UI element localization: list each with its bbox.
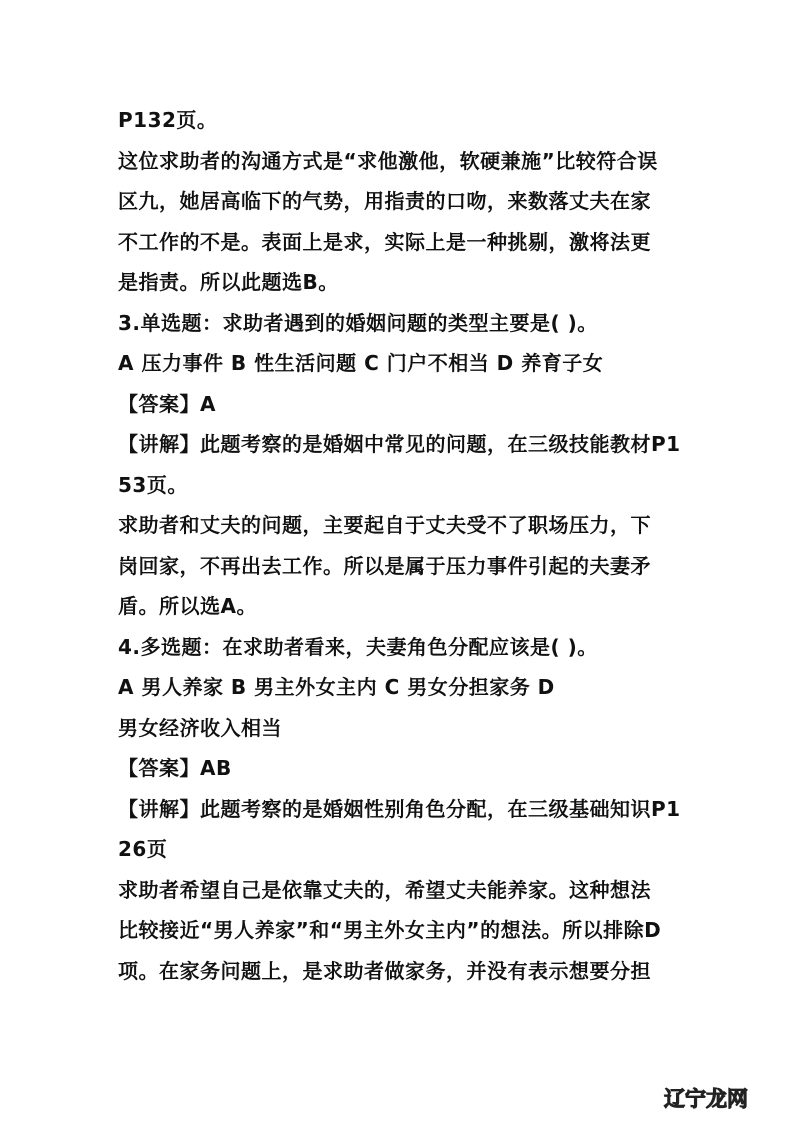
question-3-explanation: 【讲解】此题考察的是婚姻中常见的问题，在三级技能教材P1	[118, 432, 681, 456]
text-line: 比较接近“男人养家”和“男主外女主内”的想法。所以排除D	[118, 918, 662, 942]
text-line: 岗回家，不再出去工作。所以是属于压力事件引起的夫妻矛	[118, 553, 651, 578]
document-body	[118, 100, 681, 991]
text-line: 区九，她居高临下的气势，用指责的口吻，来数落丈夫在家	[118, 189, 651, 213]
question-4-title: 4.多选题：在求助者看来，夫妻角色分配应该是( )。	[118, 634, 598, 659]
question-4-answer: 【答案】AB	[118, 756, 232, 780]
text-line: 这位求助者的沟通方式是“求他激他，软硬兼施”比较符合误	[118, 148, 658, 173]
text-line: P132页。	[118, 108, 218, 132]
question-4-options: A 男人养家 B 男主外女主内 C 男女分担家务 D	[118, 675, 555, 699]
site-watermark-logo	[664, 1083, 748, 1113]
question-3-title: 3.单选题：求助者遇到的婚姻问题的类型主要是( )。	[118, 310, 598, 335]
text-line: 是指责。所以此题选B。	[118, 270, 339, 294]
watermark-part2: 龙网	[706, 1087, 748, 1111]
text-line: 项。在家务问题上，是求助者做家务，并没有表示想要分担	[118, 958, 651, 983]
question-3-answer: 【答案】A	[118, 391, 216, 416]
question-3-options: A 压力事件 B 性生活问题 C 门户不相当 D 养育子女	[118, 351, 604, 375]
text-line: 53页。	[118, 472, 188, 497]
question-4-options-cont: 男女经济收入相当	[118, 715, 282, 740]
text-line: 26页	[118, 837, 168, 861]
text-line: 求助者希望自己是依靠丈夫的，希望丈夫能养家。这种想法	[118, 877, 651, 902]
question-4-explanation: 【讲解】此题考察的是婚姻性别角色分配，在三级基础知识P1	[118, 796, 681, 821]
text-line: 盾。所以选A。	[118, 594, 257, 618]
watermark-part1: 辽宁	[664, 1087, 706, 1111]
text-line: 不工作的不是。表面上是求，实际上是一种挑剔，激将法更	[118, 229, 651, 254]
text-line: 求助者和丈夫的问题，主要起自于丈夫受不了职场压力，下	[118, 513, 651, 537]
